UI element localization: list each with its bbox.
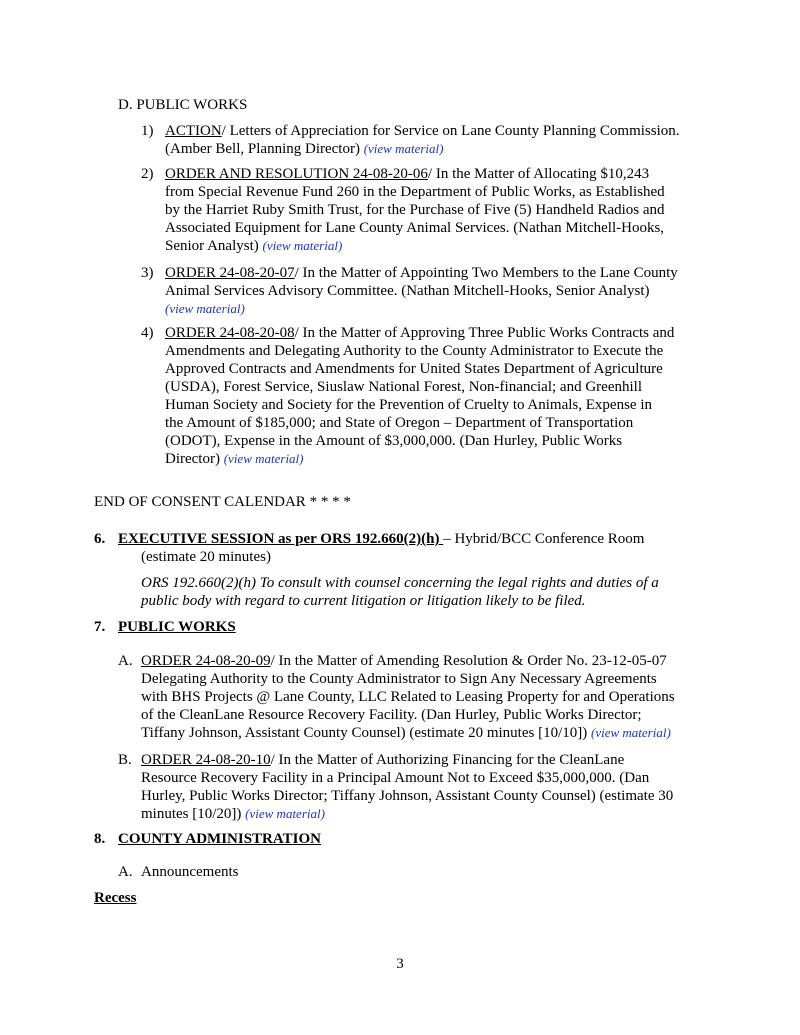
view-material-link[interactable]: (view material) (591, 725, 671, 740)
item-letter: A. (118, 864, 133, 880)
view-material-link[interactable]: (view material) (223, 451, 304, 466)
item-letter: B. (118, 752, 132, 768)
item-text: Hurley, Public Works Director; Tiffany Johnson, Assistant County Counsel) (estimate 30 (141, 788, 674, 804)
item-text: Resource Recovery Facility in a Principal Amount Not to Exceed $35,000,000. (Dan (141, 770, 650, 786)
item-letter: A. (118, 653, 133, 669)
item-text: Delegating Authority to the County Administrator to Sign Any Necessary Agreements (141, 671, 657, 687)
page-number: 3 (396, 956, 404, 972)
item-text: / In the Matter of Appointing Two Members to the Lane County (294, 265, 678, 281)
item-text: / In the Matter of Approving Three Public Works Contracts and (294, 325, 675, 341)
view-material-link[interactable]: (view material) (245, 806, 325, 821)
item-lead: ACTION (165, 123, 222, 139)
item-text: Amendments and Delegating Authority to the County Administrator to Execute the (165, 343, 664, 359)
item-text: minutes [10/20]) (141, 806, 246, 822)
item-text: Associated Equipment for Lane County Animal Services. (Nathan Mitchell-Hooks, (165, 220, 665, 236)
item-text: Director) (165, 451, 224, 467)
item-text: Human Society and Society for the Prevention of Cruelty to Animals, Expense in (165, 397, 652, 413)
section-number: 6. (94, 531, 106, 547)
section-title: EXECUTIVE SESSION as per ORS 192.660(2)(h) (118, 531, 444, 547)
end-consent-calendar: END OF CONSENT CALENDAR * * * * (94, 494, 351, 510)
item-text: Approved Contracts and Amendments for United States Department of Agriculture (165, 361, 663, 377)
item-text: / In the Matter of Allocating $10,243 (427, 166, 650, 182)
item-text: (USDA), Forest Service, Siuslaw National Forest, Non-financial; and Greenhill (165, 379, 642, 395)
section-d-heading: D. PUBLIC WORKS (118, 97, 248, 113)
item-text: by the Harriet Ruby Smith Trust, for the Purchase of Five (5) Handheld Radios and (165, 202, 665, 218)
section-number: 8. (94, 831, 106, 847)
item-text: Animal Services Advisory Committee. (Nathan Mitchell-Hooks, Senior Analyst) (165, 283, 650, 299)
section-estimate: (estimate 20 minutes) (141, 549, 271, 565)
item-text: of the CleanLane Resource Recovery Facility. (Dan Hurley, Public Works Director; (141, 707, 642, 723)
ors-note-line: public body with regard to current litigation or litigation likely to be filed. (141, 593, 586, 609)
section-number: 7. (94, 619, 106, 635)
view-material-link[interactable]: (view material) (363, 141, 444, 156)
item-text: (Amber Bell, Planning Director) (165, 141, 364, 157)
view-material-link[interactable]: (view material) (262, 238, 343, 253)
announcements-item: Announcements (141, 864, 239, 880)
item-text: (ODOT), Expense in the Amount of $3,000,000. (Dan Hurley, Public Works (165, 433, 623, 449)
item-text: / Letters of Appreciation for Service on Lane County Planning Commission. (221, 123, 680, 139)
item-lead: ORDER 24-08-20-09 (141, 653, 271, 669)
item-text: with BHS Projects @ Lane County, LLC Related to Leasing Property for and Operations (141, 689, 675, 705)
item-text: from Special Revenue Fund 260 in the Department of Public Works, as Established (165, 184, 665, 200)
item-text: / In the Matter of Amending Resolution & Order No. 23-12-05-07 (270, 653, 667, 669)
item-lead: ORDER 24-08-20-07 (165, 265, 295, 281)
recess-heading: Recess (94, 890, 137, 906)
section-title: PUBLIC WORKS (118, 619, 236, 635)
item-number: 1) (141, 123, 154, 139)
item-text: Senior Analyst) (165, 238, 263, 254)
item-number: 2) (141, 166, 154, 182)
item-lead: ORDER 24-08-20-10 (141, 752, 271, 768)
item-text: / In the Matter of Authorizing Financing for the CleanLane (270, 752, 625, 768)
item-number: 3) (141, 265, 154, 281)
section-location: – Hybrid/BCC Conference Room (443, 531, 645, 547)
ors-note-line: ORS 192.660(2)(h) To consult with counsel concerning the legal rights and duties of a (141, 575, 659, 591)
section-title: COUNTY ADMINISTRATION (118, 831, 321, 847)
item-text: Tiffany Johnson, Assistant County Counsel) (estimate 20 minutes [10/10]) (141, 725, 591, 741)
view-material-link[interactable]: (view material) (165, 301, 245, 316)
item-lead: ORDER 24-08-20-08 (165, 325, 295, 341)
item-number: 4) (141, 325, 154, 341)
item-text: the Amount of $185,000; and State of Oregon – Department of Transportation (165, 415, 634, 431)
item-lead: ORDER AND RESOLUTION 24-08-20-06 (165, 166, 428, 182)
